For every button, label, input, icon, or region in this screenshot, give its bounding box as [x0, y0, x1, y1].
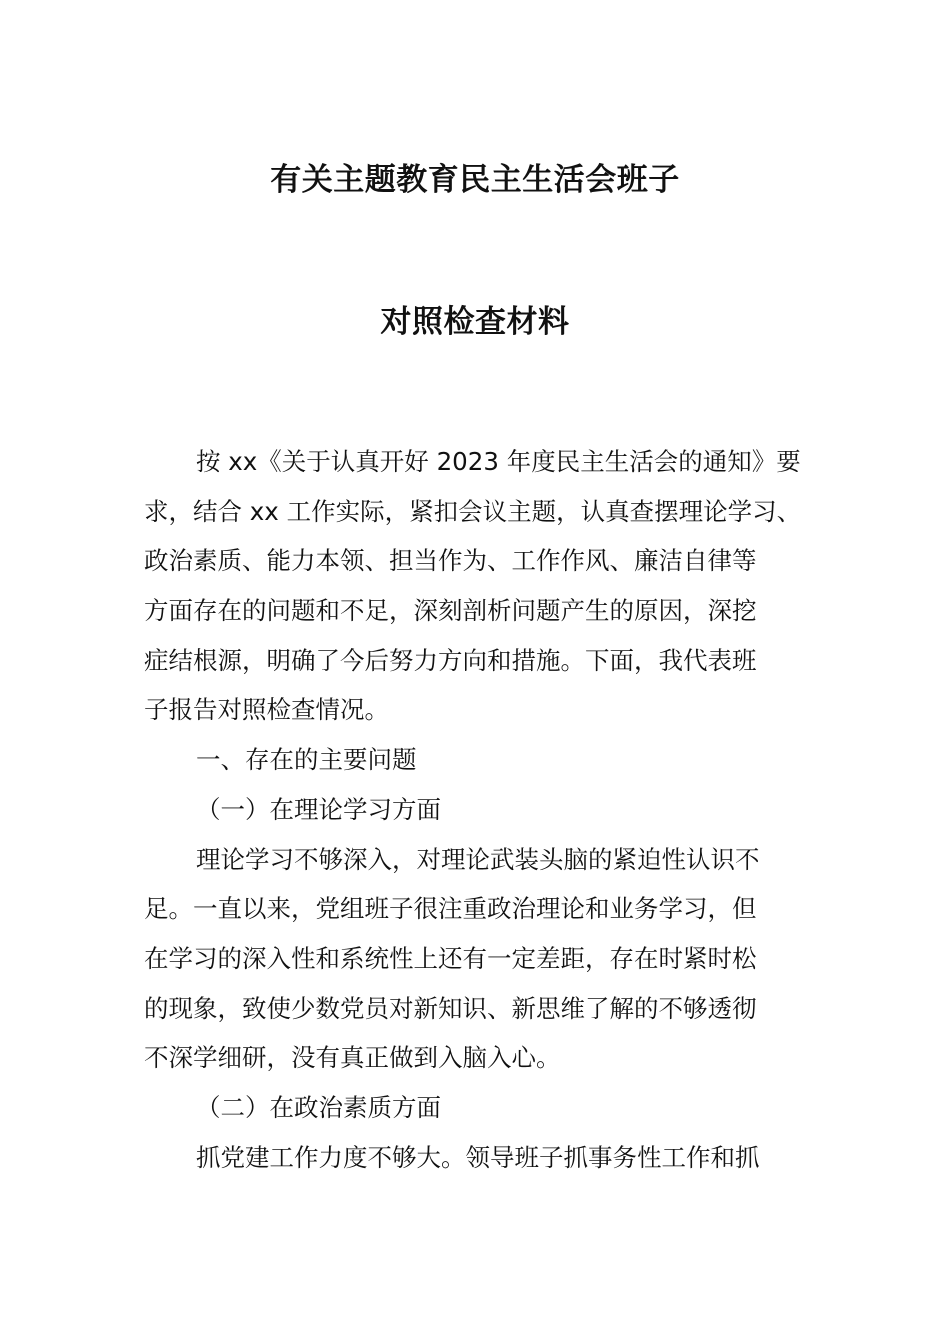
paragraph-theory-study-line: 不深学细研，没有真正做到入脑入心。: [144, 1043, 561, 1073]
paragraph-intro-line: 症结根源，明确了今后努力方向和措施。下面，我代表班: [144, 645, 757, 675]
subsection-heading-theory-study: （一）在理论学习方面: [196, 794, 441, 824]
document-title-line-2: 对照检查材料: [380, 304, 570, 340]
paragraph-intro-line: 求，结合 xx 工作实际，紧扣会议主题，认真查摆理论学习、: [144, 496, 802, 526]
paragraph-theory-study-line: 在学习的深入性和系统性上还有一定差距，存在时紧时松: [144, 943, 757, 973]
paragraph-theory-study-line: 的现象，致使少数党员对新知识、新思维了解的不够透彻: [144, 993, 757, 1023]
paragraph-intro-line: 方面存在的问题和不足，深刻剖析问题产生的原因，深挖: [144, 596, 757, 626]
subsection-heading-political-quality: （二）在政治素质方面: [196, 1092, 441, 1122]
document-body: [144, 437, 812, 1182]
paragraph-intro-line: 政治素质、能力本领、担当作为、工作作风、廉洁自律等: [144, 546, 757, 576]
paragraph-intro-line: 按 xx《关于认真开好 2023 年度民主生活会的通知》要: [196, 447, 801, 476]
document-title-line-1: 有关主题教育民主生活会班子: [270, 162, 680, 198]
paragraph-theory-study-line: 理论学习不够深入，对理论武装头脑的紧迫性认识不: [196, 844, 760, 874]
paragraph-political-quality-line: 抓党建工作力度不够大。领导班子抓事务性工作和抓: [196, 1142, 760, 1172]
paragraph-theory-study-line: 足。一直以来，党组班子很注重政治理论和业务学习，但: [144, 894, 757, 924]
section-heading-main-problems: 一、存在的主要问题: [196, 745, 417, 775]
paragraph-intro-line: 子报告对照检查情况。: [144, 695, 389, 725]
